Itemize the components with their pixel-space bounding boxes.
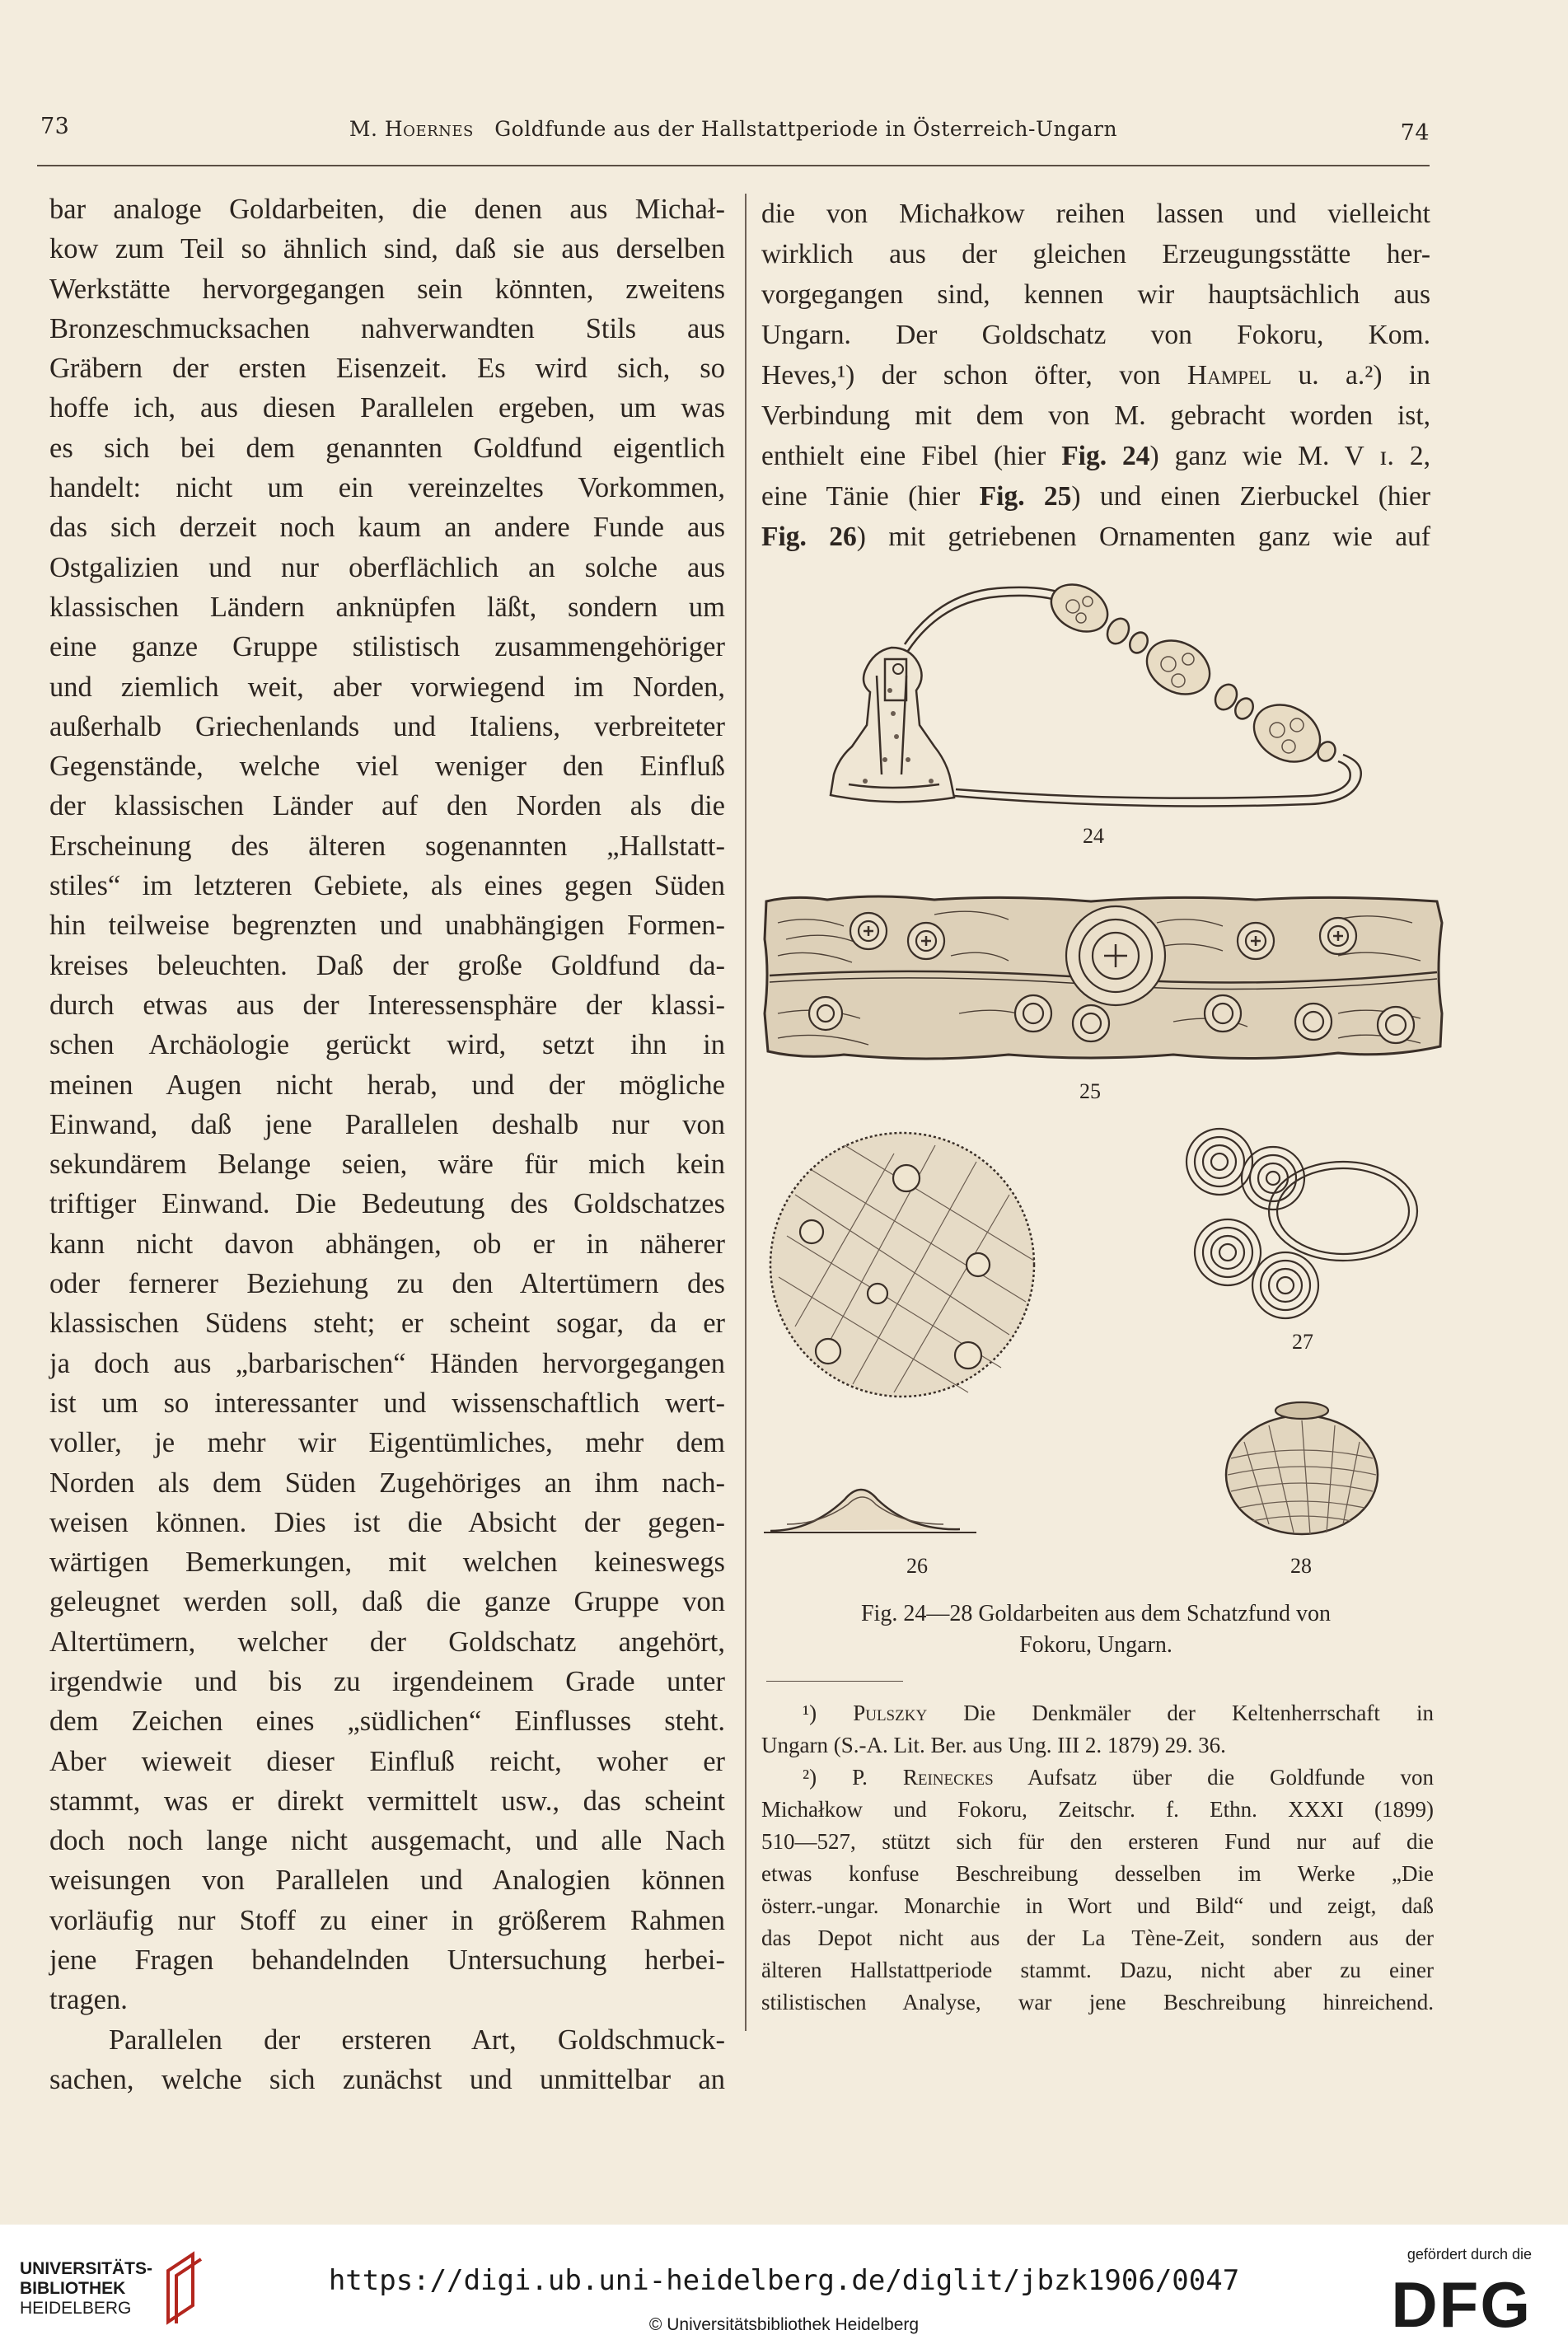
copyright-notice: © Universitätsbibliothek Heidelberg bbox=[648, 2315, 920, 2334]
text-line: eine ganze Gruppe stilistisch zusammengehöriger bbox=[49, 631, 725, 663]
column-divider bbox=[745, 194, 747, 2031]
text-line: Ostgalizien und nur oberflächlich an solche aus bbox=[49, 551, 725, 583]
diadem-band-figure bbox=[761, 890, 1445, 1065]
figure-reference: Fig. 26 bbox=[761, 522, 857, 552]
text-line: handelt: nicht um ein vereinzeltes Vorkommen, bbox=[49, 472, 725, 504]
footnote-marker: ¹) bbox=[803, 1701, 854, 1725]
footnote-line: stilistischen Analyse, war jene Beschreibung hinreichend. bbox=[761, 1990, 1434, 2014]
boss-ornament-figure bbox=[762, 1121, 1059, 1549]
text-line: hin teilweise begrenzten und unabhängigen Formen- bbox=[49, 910, 725, 942]
text-line: Verbindung mit dem von M. gebracht worden ist, bbox=[761, 400, 1430, 431]
right-column-text bbox=[761, 194, 1430, 557]
text-line: es sich bei dem genannten Goldfund eigentlich bbox=[49, 432, 725, 464]
text-line: kann nicht davon abhängen, ob er in näherer bbox=[49, 1228, 725, 1260]
caption-line: Fig. 24—28 Goldarbeiten aus dem Schatzfund von bbox=[860, 1601, 1331, 1626]
text-line: außerhalb Griechenlands und Italiens, verbreiteter bbox=[49, 710, 725, 742]
footnote-line: österr.-ungar. Monarchie in Wort und Bild“ und zeigt, daß bbox=[761, 1893, 1434, 1918]
figure-reference: Fig. 24 bbox=[1061, 441, 1150, 471]
dfg-logo: DFG bbox=[1391, 2268, 1532, 2341]
text-line: voller, je mehr wir Eigentümliches, mehr dem bbox=[49, 1427, 725, 1459]
text-line: Einwand, daß jene Parallelen deshalb nur von bbox=[49, 1108, 725, 1140]
author-name: M. Hoernes bbox=[349, 117, 474, 141]
footnote-line bbox=[761, 1762, 1434, 1794]
figure-number-26: 26 bbox=[906, 1554, 928, 1578]
figure-number-24: 24 bbox=[1083, 824, 1104, 848]
text-line: Bronzeschmucksachen nahverwandten Stils aus bbox=[49, 312, 725, 344]
text-line: sachen, welche sich zunächst und unmittelbar an bbox=[49, 2063, 725, 2095]
text-span: ) mit getriebenen Ornamenten ganz wie auf bbox=[856, 522, 1430, 552]
text-line: vorgegangen sind, kennen wir hauptsächlich aus bbox=[761, 279, 1430, 310]
text-line: wärtigen Bemerkungen, mit welchen keineswegs bbox=[49, 1547, 725, 1579]
library-name-line: UNIVERSITÄTS- bbox=[20, 2259, 153, 2278]
text-line: kow zum Teil so ähnlich sind, daß sie aus derselben bbox=[49, 233, 725, 265]
text-line: wirklich aus der gleichen Erzeugungsstätte her- bbox=[761, 239, 1430, 269]
text-span: enthielt eine Fibel (hier bbox=[761, 441, 1062, 471]
text-line: doch noch lange nicht ausgemacht, und alle Nach bbox=[49, 1825, 725, 1857]
text-line: geleugnet werden soll, daß die ganze Gruppe von bbox=[49, 1586, 725, 1618]
footnote-line: Michałkow und Fokoru, Zeitschr. f. Ethn. XXXI (1899) bbox=[761, 1797, 1434, 1822]
text-line bbox=[761, 355, 1430, 395]
text-line: ja doch aus „barbarischen“ Händen hervorgegangen bbox=[49, 1347, 725, 1379]
text-line: oder fernerer Beziehung zu den Altertümern des bbox=[49, 1268, 725, 1300]
running-head bbox=[37, 114, 1430, 155]
text-line: vorläufig nur Stoff zu einer in größerem Rahmen bbox=[49, 1904, 725, 1936]
running-title bbox=[37, 117, 1430, 141]
footnote-rule bbox=[766, 1681, 903, 1682]
text-line bbox=[761, 436, 1430, 476]
text-line: Gräbern der ersten Eisenzeit. Es wird sich, so bbox=[49, 353, 725, 385]
text-line bbox=[761, 476, 1430, 517]
footnotes bbox=[761, 1697, 1434, 2019]
text-line: Norden als dem Süden Zugehöriges an ihm nach- bbox=[49, 1467, 725, 1499]
text-line: bar analoge Goldarbeiten, die denen aus Michał- bbox=[49, 194, 725, 225]
text-span: u. a.²) in bbox=[1271, 360, 1430, 391]
text-line: das sich derzeit noch kaum an andere Funde aus bbox=[49, 512, 725, 544]
text-line: triftiger Einwand. Die Bedeutung des Goldschatzes bbox=[49, 1188, 725, 1220]
author-reference: Hampel bbox=[1187, 360, 1272, 391]
fibula-figure bbox=[816, 569, 1376, 816]
text-line: Erscheinung des älteren sogenannten „Hallstatt- bbox=[49, 830, 725, 862]
text-line: Aber wieweit dieser Einfluß reicht, woher er bbox=[49, 1745, 725, 1777]
text-line: die von Michałkow reihen lassen und vielleicht bbox=[761, 199, 1430, 229]
gold-bead-figure bbox=[1219, 1392, 1384, 1541]
permalink-url[interactable]: https://digi.ub.uni-heidelberg.de/diglit/jbzk1906/0047 bbox=[328, 2264, 1240, 2297]
text-line: sekundärem Belange seien, wäre für mich kein bbox=[49, 1149, 725, 1181]
text-line: kreises beleuchten. Daß der große Goldfund da- bbox=[49, 949, 725, 981]
page-number-left: 73 bbox=[40, 114, 70, 139]
article-title: Goldfunde aus der Hallstattperiode in Österreich-Ungarn bbox=[494, 117, 1118, 141]
text-line: meinen Augen nicht herab, und der mögliche bbox=[49, 1069, 725, 1101]
text-line: der klassischen Länder auf den Norden als die bbox=[49, 790, 725, 822]
author-reference: Pulszky bbox=[853, 1701, 928, 1725]
page-number-right: 74 bbox=[1400, 120, 1430, 146]
text-line: klassischen Ländern anknüpfen läßt, sondern um bbox=[49, 591, 725, 623]
footnote-line bbox=[761, 1697, 1434, 1729]
footnote-line: etwas konfuse Beschreibung desselben im Werke „Die bbox=[761, 1861, 1434, 1886]
text-line: stammt, was er direkt vermittelt usw., das scheint bbox=[49, 1785, 725, 1817]
text-line: tragen. bbox=[49, 1984, 128, 2016]
author-reference: Reineckes bbox=[902, 1765, 994, 1790]
caption-line: Fokoru, Ungarn. bbox=[1019, 1632, 1172, 1658]
text-line: durch etwas aus der Interessensphäre der klassi- bbox=[49, 989, 725, 1021]
text-line: jene Fragen behandelnden Untersuchung herbei- bbox=[49, 1944, 725, 1977]
footnote-marker: ²) P. bbox=[803, 1765, 903, 1790]
text-line: irgendwie und bis zu irgendeinem Grade unter bbox=[49, 1665, 725, 1697]
text-line: Ungarn. Der Goldschatz von Fokoru, Kom. bbox=[761, 320, 1430, 350]
footnote-line: älteren Hallstattperiode stammt. Dazu, nicht aber zu einer bbox=[761, 1958, 1434, 1982]
figure-caption bbox=[783, 1598, 1409, 1661]
text-span: ) und einen Zierbuckel (hier bbox=[1071, 481, 1430, 512]
text-line: Altertümern, welcher der Goldschatz angehört, bbox=[49, 1626, 725, 1658]
figure-reference: Fig. 25 bbox=[979, 481, 1072, 512]
text-line: Parallelen der ersteren Art, Goldschmuck- bbox=[109, 2024, 725, 2056]
text-span: Aufsatz über die Goldfunde von bbox=[993, 1765, 1434, 1790]
text-line bbox=[761, 517, 1430, 557]
funder-label: gefördert durch die bbox=[1407, 2246, 1532, 2262]
text-line: Gegenstände, welche viel weniger den Einfluß bbox=[49, 751, 725, 783]
figure-number-25: 25 bbox=[1079, 1079, 1101, 1103]
text-line: hoffe ich, aus diesen Parallelen ergeben, um was bbox=[49, 392, 725, 424]
text-line: weisen können. Dies ist die Absicht der gegen- bbox=[49, 1506, 725, 1538]
text-line: klassischen Südens steht; er scheint sogar, da er bbox=[49, 1308, 725, 1340]
library-name-line: HEIDELBERG bbox=[20, 2299, 132, 2318]
text-line: ist um so interessanter und wissenschaftlich wert- bbox=[49, 1387, 725, 1419]
library-name-line: BIBLIOTHEK bbox=[20, 2279, 126, 2298]
figure-number-27: 27 bbox=[1292, 1330, 1313, 1354]
footnote-line: das Depot nicht aus der La Tène-Zeit, sondern aus der bbox=[761, 1926, 1434, 1950]
text-span: eine Tänie (hier bbox=[761, 481, 980, 512]
text-line: und ziemlich weit, aber vorwiegend im Norden, bbox=[49, 671, 725, 703]
footnote-line: 510—527, stützt sich für den ersteren Fund nur auf die bbox=[761, 1829, 1434, 1854]
text-line: schen Archäologie gerückt wird, setzt ihn in bbox=[49, 1029, 725, 1061]
left-column-text bbox=[49, 190, 725, 2099]
text-span: ) ganz wie M. V ɪ. 2, bbox=[1149, 441, 1430, 471]
figure-number-28: 28 bbox=[1290, 1554, 1312, 1578]
header-rule bbox=[37, 165, 1430, 166]
spiral-ring-figure bbox=[1170, 1121, 1434, 1327]
footnote-line: Ungarn (S.-A. Lit. Ber. aus Ung. III 2. 1879) 29. 36. bbox=[761, 1733, 1226, 1757]
text-line: dem Zeichen eines „südlichen“ Einflusses steht. bbox=[49, 1706, 725, 1738]
text-span: Die Denkmäler der Keltenherrschaft in bbox=[927, 1701, 1435, 1725]
text-line: weisungen von Parallelen und Analogien können bbox=[49, 1865, 725, 1897]
text-line: stiles“ im letzteren Gebiete, als eines gegen Süden bbox=[49, 870, 725, 902]
text-span: Heves,¹) der schon öfter, von bbox=[761, 360, 1187, 391]
text-line: Werkstätte hervorgegangen sein könnten, zweitens bbox=[49, 273, 725, 305]
